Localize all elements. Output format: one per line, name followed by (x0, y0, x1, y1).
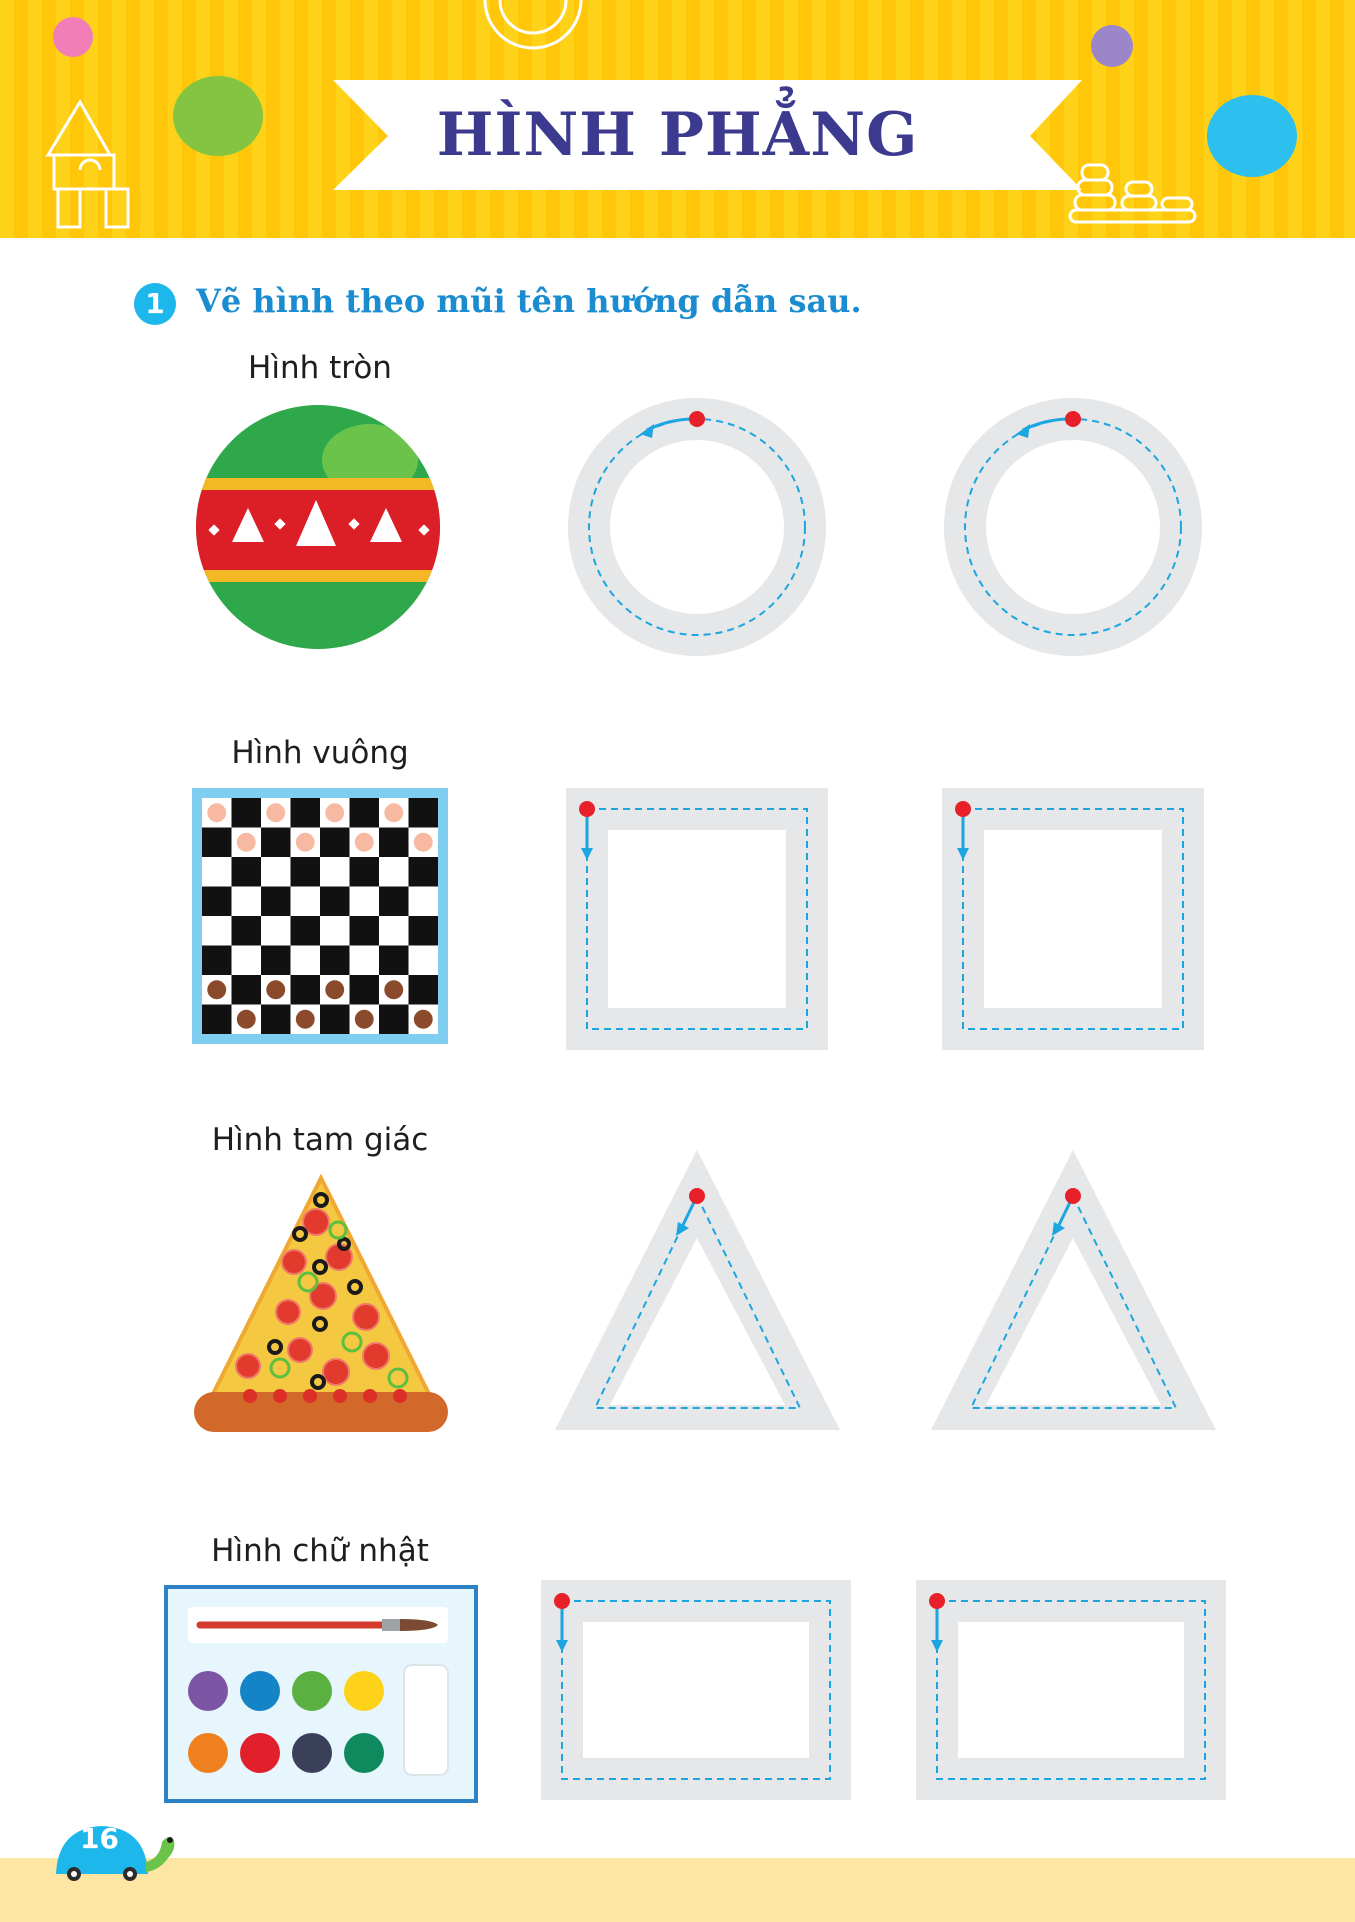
start-dot-icon (955, 801, 971, 817)
circle-tracing-template-1[interactable] (562, 392, 832, 662)
shape-label-circle: Hình tròn (248, 350, 392, 386)
purple-dot-icon (1091, 25, 1133, 67)
rectangle-tracing-template-1[interactable] (541, 1580, 851, 1800)
checker-piece-icon (207, 980, 226, 999)
checker-piece-icon (266, 803, 285, 822)
checker-piece-icon (384, 803, 403, 822)
start-dot-icon (929, 1593, 945, 1609)
start-dot-icon (579, 801, 595, 817)
square-tracing-template-1[interactable] (566, 788, 828, 1050)
page-number: 16 (80, 1822, 119, 1855)
checker-piece-icon (414, 833, 433, 852)
checker-piece-icon (355, 833, 374, 852)
ball-icon (190, 400, 450, 660)
circle-tracing-template-2[interactable] (938, 392, 1208, 662)
footer-strip (0, 1858, 1355, 1922)
chessboard-icon (192, 788, 448, 1044)
square-tracing-template-2[interactable] (942, 788, 1204, 1050)
exercise-instruction: Vẽ hình theo mũi tên hướng dẫn sau. (196, 282, 862, 320)
shape-label-triangle: Hình tam giác (211, 1122, 429, 1158)
start-dot-icon (1065, 1188, 1081, 1204)
shape-label-rectangle: Hình chữ nhật (211, 1533, 429, 1569)
start-dot-icon (554, 1593, 570, 1609)
checker-piece-icon (296, 1010, 315, 1029)
shape-label-square: Hình vuông (231, 735, 409, 771)
page-title: HÌNH PHẲNG (436, 100, 919, 170)
checker-piece-icon (296, 833, 315, 852)
checker-piece-icon (355, 1010, 374, 1029)
checker-piece-icon (414, 1010, 433, 1029)
checker-piece-icon (237, 833, 256, 852)
checker-piece-icon (325, 980, 344, 999)
start-dot-icon (689, 411, 705, 427)
checker-piece-icon (384, 980, 403, 999)
pizza-slice-icon (190, 1172, 452, 1437)
checker-piece-icon (325, 803, 344, 822)
triangle-tracing-template-2[interactable] (931, 1150, 1216, 1435)
checker-piece-icon (237, 1010, 256, 1029)
pink-dot-icon (53, 17, 93, 57)
triangle-tracing-template-1[interactable] (555, 1150, 840, 1435)
checker-piece-icon (207, 803, 226, 822)
checker-piece-icon (266, 980, 285, 999)
start-dot-icon (1065, 411, 1081, 427)
stacking-rings-icon (1070, 165, 1195, 222)
watercolor-palette-icon (164, 1585, 478, 1803)
rectangle-tracing-template-2[interactable] (916, 1580, 1226, 1800)
start-dot-icon (689, 1188, 705, 1204)
exercise-number-badge: 1 (134, 283, 176, 325)
